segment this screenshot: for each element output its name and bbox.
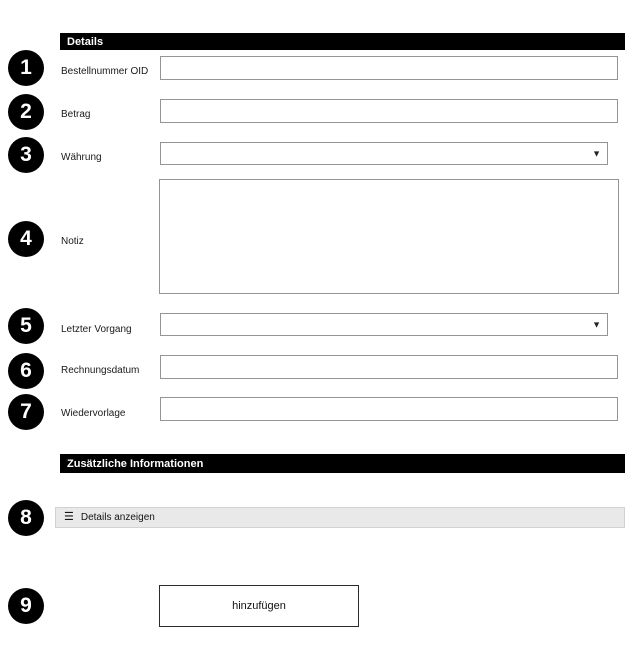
section-header-details (60, 33, 625, 50)
chevron-down-icon: ▼ (592, 148, 601, 158)
label-bestellnummer-oid: Bestellnummer OID (61, 66, 149, 77)
section-header-details-label: Details (67, 35, 104, 48)
collapsible-details-anzeigen-label: Details anzeigen (80, 512, 155, 523)
section-header-zusaetzliche-informationen (60, 454, 625, 473)
input-rechnungsdatum[interactable] (160, 355, 618, 379)
textarea-notiz[interactable] (159, 179, 619, 294)
step-badge-8: 8 (8, 500, 44, 536)
label-letzter-vorgang: Letzter Vorgang (61, 324, 132, 335)
hamburger-icon: ☰ (64, 511, 74, 523)
step-badge-7: 7 (8, 394, 44, 430)
select-waehrung[interactable] (160, 142, 608, 165)
add-button-label: hinzufügen (232, 600, 286, 612)
label-wiedervorlage: Wiedervorlage (61, 408, 126, 419)
add-button[interactable] (159, 585, 359, 627)
input-wiedervorlage[interactable] (160, 397, 618, 421)
collapsible-details-anzeigen[interactable] (55, 507, 625, 528)
label-notiz: Notiz (61, 236, 84, 247)
label-waehrung: Währung (61, 152, 102, 163)
step-badge-2: 2 (8, 94, 44, 130)
section-header-additional-label: Zusätzliche Informationen (67, 457, 204, 470)
input-betrag[interactable] (160, 99, 618, 123)
step-badge-6: 6 (8, 353, 44, 389)
input-bestellnummer-oid[interactable] (160, 56, 618, 80)
select-letzter-vorgang[interactable] (160, 313, 608, 336)
step-badge-1: 1 (8, 50, 44, 86)
step-badge-9: 9 (8, 588, 44, 624)
label-betrag: Betrag (61, 109, 91, 120)
chevron-down-icon-2: ▼ (592, 319, 601, 329)
step-badge-3: 3 (8, 137, 44, 173)
step-badge-5: 5 (8, 308, 44, 344)
label-rechnungsdatum: Rechnungsdatum (61, 365, 140, 376)
step-badge-4: 4 (8, 221, 44, 257)
